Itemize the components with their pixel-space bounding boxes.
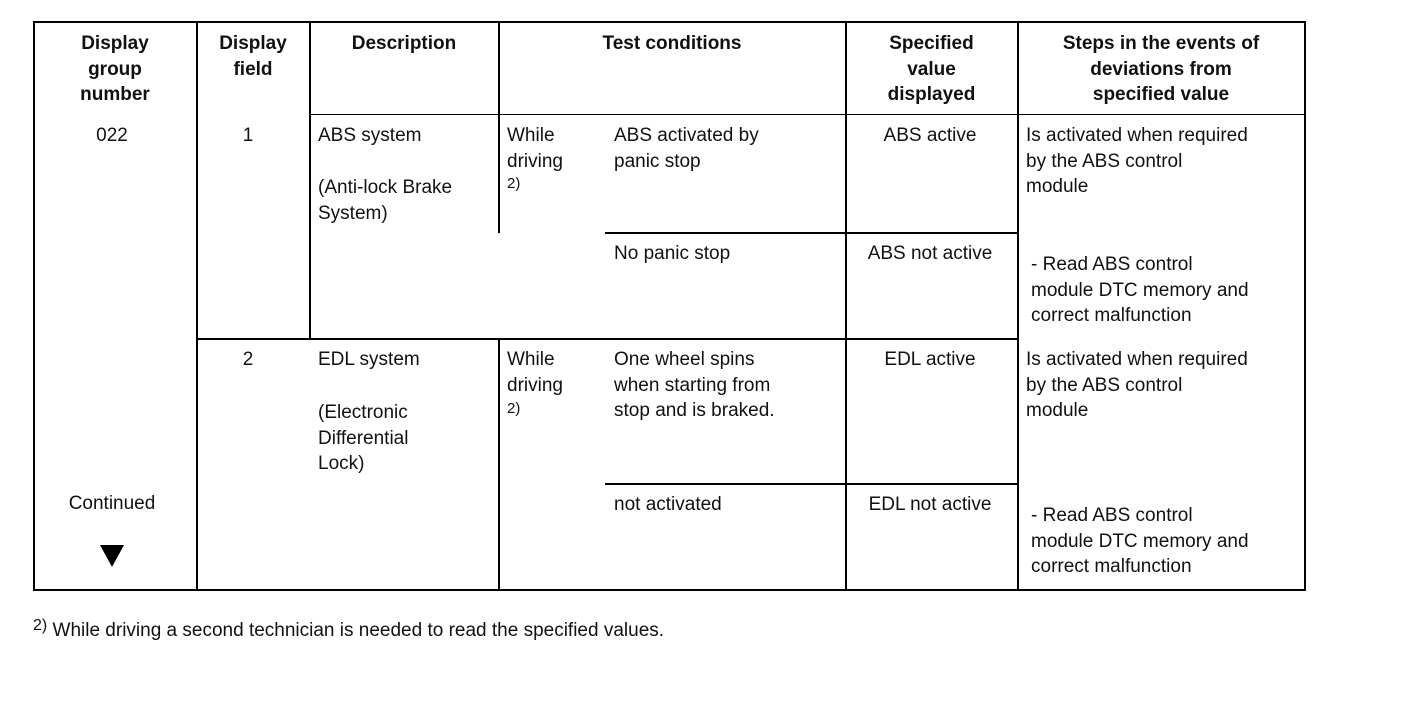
col-divider-4 xyxy=(845,21,847,591)
step-text: - Read ABS control module DTC memory and correct malfunction xyxy=(1031,505,1249,577)
continued-arrow-icon xyxy=(100,545,124,567)
step-text: - Read ABS control module DTC memory and correct malfunction xyxy=(1031,254,1249,326)
condition-main: While driving xyxy=(507,349,563,396)
header-specified-value: Specified value displayed xyxy=(887,33,976,105)
description-title: EDL system xyxy=(318,349,420,370)
header-display-group-number: Display group number xyxy=(80,33,150,105)
header-bottom-border xyxy=(310,114,1306,115)
table-left-border xyxy=(33,21,35,591)
specified-value: ABS not active xyxy=(867,243,993,264)
condition-main: While driving xyxy=(507,125,563,172)
description-detail: (Electronic Differential Lock) xyxy=(318,402,409,474)
footnote-marker: 2) xyxy=(33,617,48,634)
row2-sub-divider xyxy=(605,483,1018,485)
description-title: ABS system xyxy=(318,125,422,146)
footnote-text: While driving a second technician is needed to read the specified values. xyxy=(52,620,665,641)
row-divider xyxy=(197,338,1018,340)
condition-footnote-marker: 2) xyxy=(507,175,521,192)
sub-condition: No panic stop xyxy=(614,243,731,264)
header-display-field: Display field xyxy=(219,33,287,80)
col-divider-3a xyxy=(498,21,500,233)
display-field-value: 1 xyxy=(242,125,254,146)
footnote xyxy=(33,618,664,644)
header-test-conditions: Test conditions xyxy=(602,33,742,54)
condition-footnote-marker: 2) xyxy=(507,400,521,417)
sub-condition: ABS activated by panic stop xyxy=(614,125,759,172)
table-top-border xyxy=(33,21,1306,23)
specified-value: ABS active xyxy=(883,125,977,146)
specified-value: EDL not active xyxy=(868,494,992,515)
table-bottom-border xyxy=(33,589,1306,591)
display-field-value: 2 xyxy=(242,349,254,370)
col-divider-5 xyxy=(1017,21,1019,591)
sub-condition: not activated xyxy=(614,494,722,515)
step-text: Is activated when required by the ABS control module xyxy=(1026,349,1248,421)
col-divider-1 xyxy=(196,21,198,591)
col-divider-3b xyxy=(498,338,500,591)
header-steps: Steps in the events of deviations from specified value xyxy=(1062,33,1260,105)
table-right-border xyxy=(1304,21,1306,591)
group-number: 022 xyxy=(96,125,128,146)
continued-label: Continued xyxy=(68,493,156,514)
col-divider-2 xyxy=(309,21,311,338)
step-text: Is activated when required by the ABS control module xyxy=(1026,125,1248,197)
row1-sub-divider xyxy=(605,232,1018,234)
header-description: Description xyxy=(351,33,457,54)
sub-condition: One wheel spins when starting from stop and is braked. xyxy=(614,349,775,421)
description-detail: (Anti-lock Brake System) xyxy=(318,177,453,224)
specified-value: EDL active xyxy=(884,349,976,370)
